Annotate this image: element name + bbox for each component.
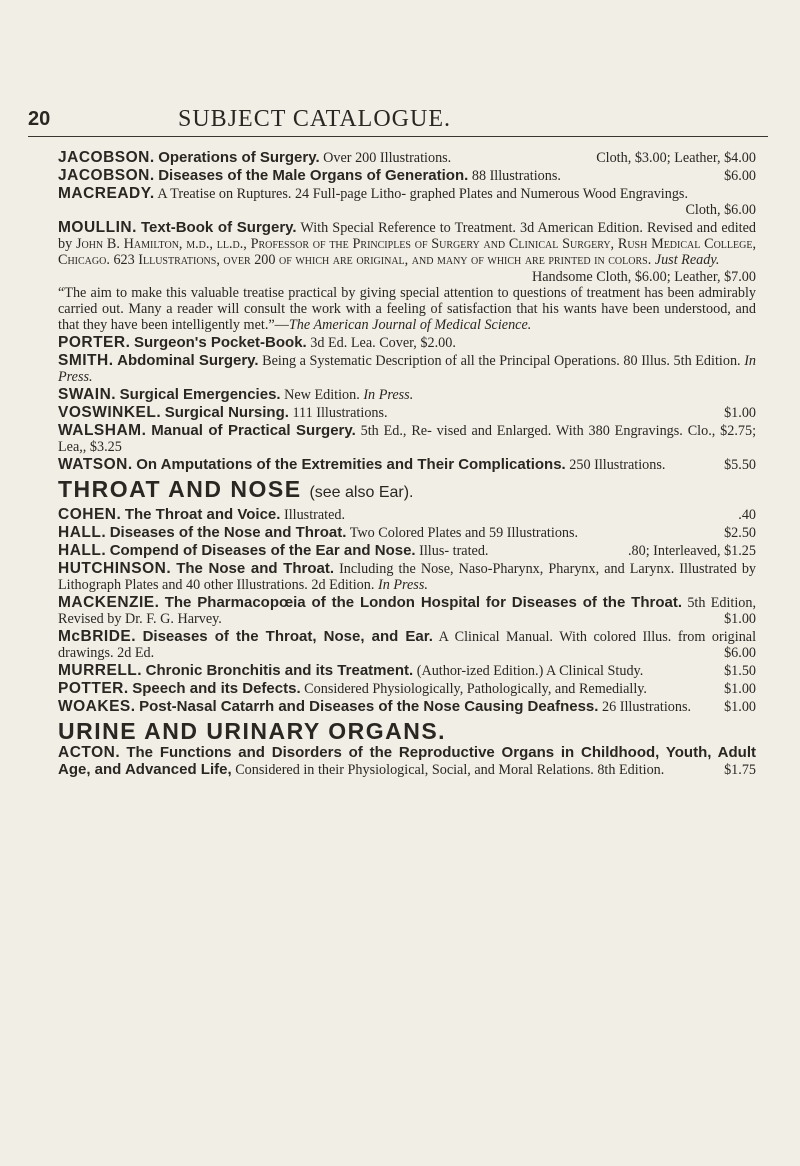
entry-text: , m.d., ll.d., Professor of the Principles of Surgery and Clinical Surgery, Rush Medical College, Chicago. 623 Illustrations, over 200 of which are original, and many of which are printed in colors. — [58, 235, 757, 269]
entry-price: $1.00 — [724, 698, 756, 715]
entry-author: VOSWINKEL. — [58, 403, 162, 421]
entry-price: $1.00 — [724, 680, 756, 697]
catalogue-entry — [58, 681, 756, 697]
catalogue-entry — [58, 507, 756, 523]
entry-price: $2.50 — [724, 525, 756, 542]
entry-status: In Press. — [363, 387, 414, 404]
entry-text: 3d Ed. Lea. Cover, $2.00. — [310, 335, 456, 352]
entry-list-urine — [58, 745, 756, 778]
entry-text: 250 Illustrations. — [569, 456, 666, 473]
entry-price: Cloth, $6.00 — [685, 201, 756, 218]
catalogue-entry — [58, 353, 756, 386]
entry-text: A Clinical Manual. With colored Illus. from original drawings. 2d Ed. — [58, 629, 757, 662]
entry-text: 5th Edition, Revised by Dr. F. G. Harvey. — [58, 594, 757, 628]
running-head: SUBJECT CATALOGUE. — [178, 106, 451, 132]
review-source: The American Journal of Medical Science. — [288, 317, 532, 334]
catalogue-content — [58, 150, 756, 779]
entry-author: HALL. — [58, 524, 107, 542]
entry-text: Including the Nose, Naso-Pharynx, Pharynx, and Larynx. Illustrated by Lithograph Plates and 40 other Illustrations. 2d Edition. — [58, 560, 757, 594]
entry-title: The Functions and Disorders of the Reproductive Organs in Childhood, Youth, Adult Age, and Advanced Life, — [58, 744, 756, 778]
entry-text-continued: Plates and 59 Illustrations. — [427, 525, 579, 542]
entry-price: Handsome Cloth, $6.00; Leather, $7.00 — [531, 268, 756, 285]
entry-text-continued: vised and Enlarged. With 380 Engravings. Clo., $2.75; Lea,, $3.25 — [58, 422, 757, 456]
entry-status: In Press. — [377, 577, 428, 594]
catalogue-entry — [58, 595, 756, 628]
entry-title: Diseases of the Throat, Nose, and Ear. — [142, 628, 433, 646]
entry-price: Cloth, $3.00; Leather, $4.00 — [596, 150, 756, 166]
header-rule — [28, 136, 768, 137]
entry-text: Illus- — [419, 543, 450, 560]
entry-text-continued: graphed Plates and Numerous Wood Engravings. — [409, 185, 688, 202]
entry-price: $6.00 — [724, 167, 756, 184]
section-heading-throat-nose — [58, 476, 756, 503]
entry-title: Post-Nasal Catarrh and Diseases of the Nose Causing Deafness. — [139, 697, 599, 715]
entry-author: SWAIN. — [58, 386, 117, 404]
entry-text-continued: all the Principal Operations. 80 Illus. 5th Edition. — [460, 353, 741, 370]
entry-author: COHEN. — [58, 506, 122, 524]
entry-text: Over 200 Illustrations. — [323, 150, 452, 166]
entry-text: With Special Reference to Treatment. 3d American Edition. Revised and edited by — [58, 219, 757, 252]
entry-moullin — [58, 220, 756, 334]
entry-author: MACKENZIE. — [58, 593, 160, 611]
entry-price: .40 — [738, 507, 756, 524]
section-see-also: (see also Ear) — [309, 484, 410, 502]
entry-author: WATSON. — [58, 455, 133, 473]
entry-title: Surgical Emergencies. — [119, 386, 281, 404]
entry-price: $1.75 — [724, 761, 756, 778]
entry-text-continued: 88 Illustrations. — [471, 167, 561, 184]
entry-title: Compend of Diseases of the Ear and Nose. — [109, 542, 416, 560]
entry-moullin-body — [58, 220, 756, 334]
catalogue-entry — [58, 387, 756, 403]
entry-text: 111 Illustrations. — [292, 404, 388, 421]
entry-text: 26 Illustrations. — [601, 698, 692, 715]
entry-author: MACREADY. — [58, 184, 155, 202]
entry-author: HUTCHINSON. — [58, 559, 172, 577]
entry-price: $1.00 — [724, 611, 756, 628]
entry-author: HALL. — [58, 542, 107, 560]
entry-price: .80; Interleaved, $1.25 — [627, 543, 756, 560]
entry-title: The Throat and Voice. — [124, 506, 281, 524]
entry-list-throat-nose — [58, 507, 756, 715]
entry-title: Surgeon's Pocket-Book. — [133, 334, 307, 352]
entry-text: Being a Systematic Description of — [262, 353, 457, 370]
catalogue-entry — [58, 745, 756, 778]
entry-list-surgery-a — [58, 150, 756, 218]
entry-price: $6.00 — [724, 645, 756, 662]
entry-status: In Press. — [58, 353, 757, 386]
review-quote: “The aim to make this valuable treatise practical by giving special attention to questions of treatment has been admirably carried out. Many a reader will consult the work with a feeling of satisfaction that his wants have been understood, and that they have been intelligently met.”— — [58, 284, 756, 334]
entry-author: PORTER. — [58, 334, 131, 352]
entry-title: Diseases of the Nose and Throat. — [109, 524, 347, 542]
entry-author: POTTER. — [58, 679, 129, 697]
entry-list-surgery-b — [58, 335, 756, 473]
entry-author: McBRIDE. — [58, 628, 137, 646]
catalogue-entry — [58, 663, 756, 679]
entry-author: SMITH. — [58, 352, 114, 370]
page-number: 20 — [28, 108, 51, 130]
entry-text: Illustrated. — [283, 507, 346, 524]
catalogue-entry — [58, 561, 756, 594]
entry-title: Chronic Bronchitis and its Treatment. — [145, 662, 414, 680]
catalogue-entry — [58, 525, 756, 541]
catalogue-entry — [58, 543, 756, 559]
entry-text: (Author-ized Edition.) A Clinical Study. — [416, 663, 644, 680]
entry-text: Considered Physiologically, Pathologically, and Remedially. — [304, 680, 647, 697]
entry-author: MOULLIN. — [58, 218, 137, 236]
catalogue-entry — [58, 423, 756, 456]
section-heading-urine — [58, 718, 756, 744]
section-title: URINE AND URINARY ORGANS. — [58, 718, 447, 744]
entry-title: Manual of Practical Surgery. — [151, 421, 356, 439]
entry-title: The Pharmacopœia of the London Hospital for Diseases of the Throat. — [164, 593, 683, 611]
page-header — [28, 98, 768, 138]
catalogue-entry — [58, 150, 756, 166]
entry-author: MURRELL. — [58, 662, 143, 680]
catalogue-entry — [58, 457, 756, 473]
catalogue-entry — [58, 699, 756, 715]
entry-title: Operations of Surgery. — [158, 149, 320, 166]
entry-author: WOAKES. — [58, 697, 136, 715]
entry-author: WALSHAM. — [58, 421, 147, 439]
entry-price: $1.50 — [724, 663, 756, 680]
entry-text: Considered in their Physiological, Social, and Moral Relations. 8th Edition. — [235, 761, 665, 778]
entry-text: A Treatise on Ruptures. 24 Full-page Litho- — [157, 185, 407, 202]
entry-editor: John B. Hamilton — [75, 235, 179, 252]
entry-text: Two Colored — [349, 525, 424, 542]
entry-author: JACOBSON. — [58, 149, 155, 166]
entry-title: Speech and its Defects. — [132, 679, 301, 697]
entry-title: Diseases of the Male Organs of Generation. — [158, 166, 469, 184]
entry-status: Just Ready. — [654, 252, 720, 269]
entry-author: JACOBSON. — [58, 166, 155, 184]
catalogue-entry — [58, 405, 756, 421]
entry-text: New Edition. — [284, 387, 360, 404]
entry-title: The Nose and Throat. — [176, 559, 335, 577]
catalogue-entry — [58, 335, 756, 351]
entry-author: ACTON. — [58, 744, 121, 762]
entry-price: $1.00 — [724, 404, 756, 421]
entry-price: $5.50 — [724, 456, 756, 473]
entry-title: Surgical Nursing. — [164, 403, 289, 421]
catalogue-entry — [58, 168, 756, 184]
entry-title: Abdominal Surgery. — [117, 352, 259, 370]
entry-title: On Amputations of the Extremities and Their Complications. — [136, 455, 566, 473]
entry-title: Text-Book of Surgery. — [141, 218, 297, 236]
entry-text-continued: trated. — [452, 543, 489, 560]
catalogue-entry — [58, 629, 756, 662]
section-title: THROAT AND NOSE — [58, 476, 302, 503]
section-dot: . — [409, 484, 414, 502]
catalogue-entry — [58, 186, 756, 219]
entry-text: 5th Ed., Re- — [360, 422, 432, 439]
